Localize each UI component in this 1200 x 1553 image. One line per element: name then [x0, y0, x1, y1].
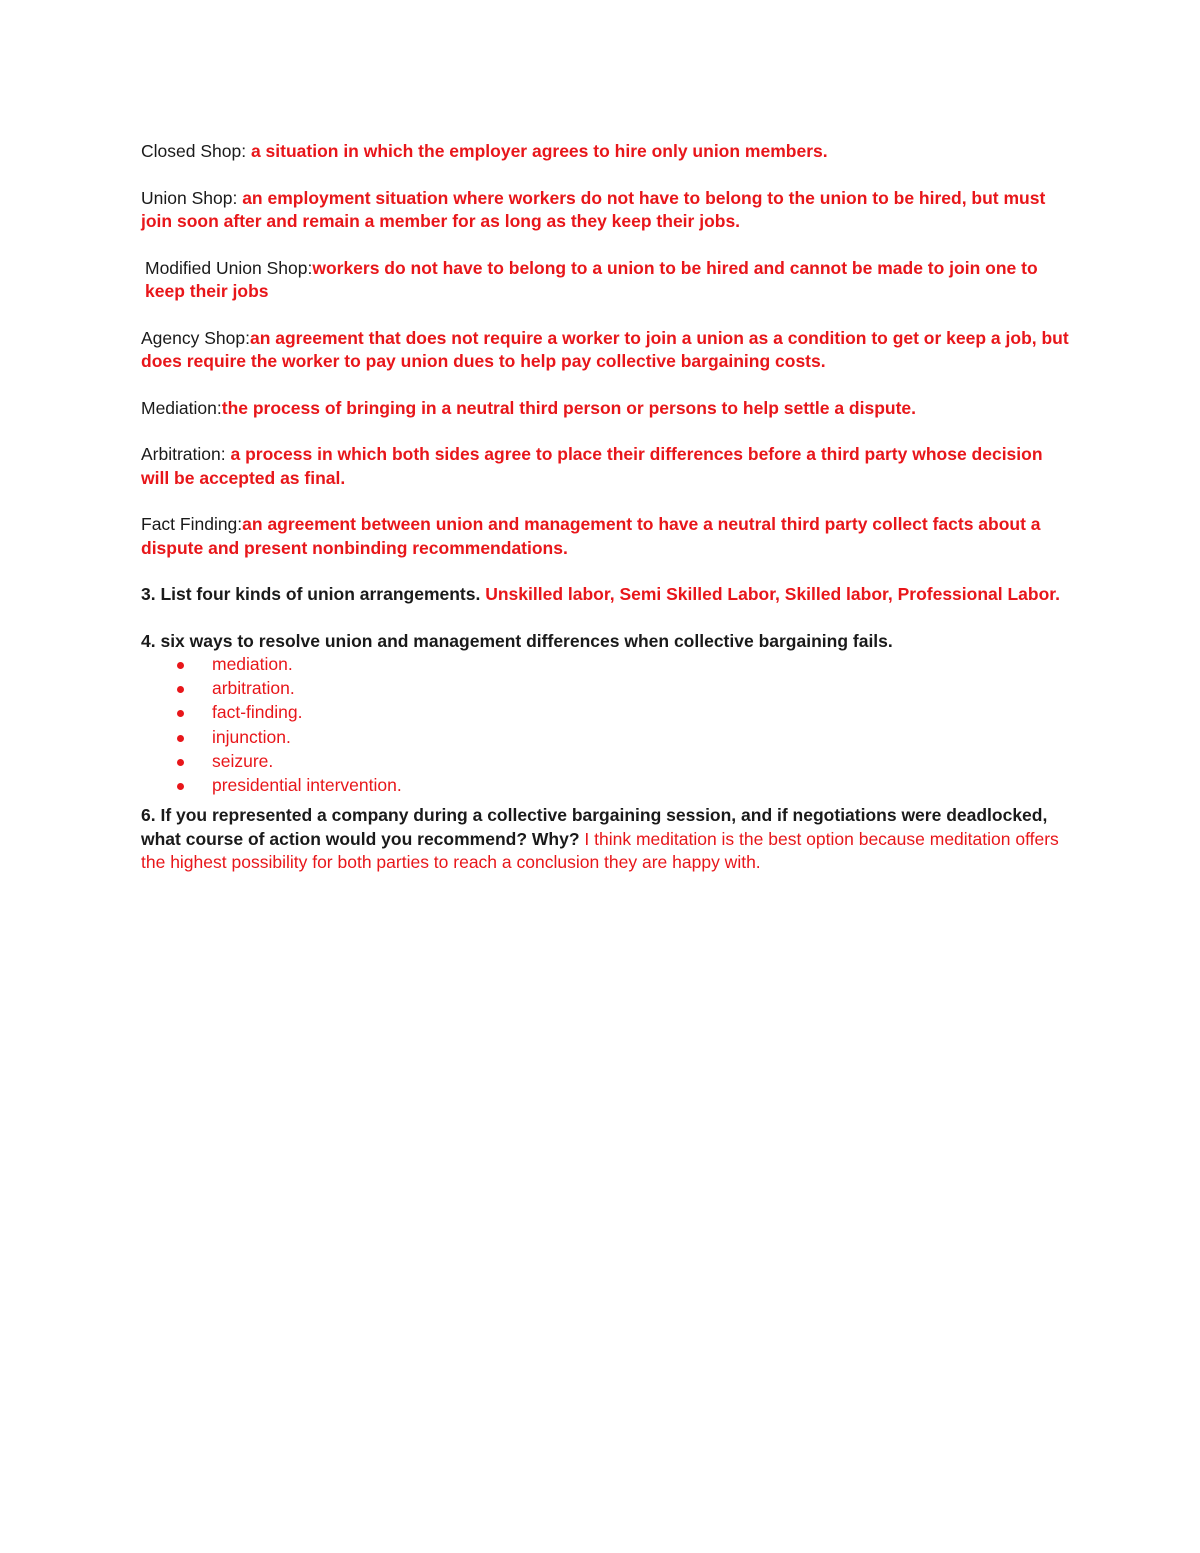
- definition-fact-finding: [141, 513, 1071, 560]
- definition-text: an agreement that does not require a worker to join a union as a condition to get or keep a job, but does require the worker to pay union dues to help pay collective bargaining costs.: [141, 327, 1069, 371]
- bullet-icon: [177, 710, 184, 717]
- definition-closed-shop: [141, 140, 1071, 164]
- resolution-list: [141, 653, 1071, 798]
- question-6: [141, 804, 1071, 875]
- term-label: Closed Shop:: [141, 141, 247, 161]
- definition-text: an employment situation where workers do not have to belong to the union to be hired, but must join soon after and remain a member for as long as they keep their jobs.: [141, 187, 1046, 231]
- question-text: 4. six ways to resolve union and management differences when collective bargaining fails.: [141, 630, 893, 651]
- document-page: [141, 140, 1071, 898]
- question-text: 6. If you represented a company during a collective bargaining session, and if negotiations were deadlocked, what course of action would you recommend? Why?: [141, 805, 1048, 849]
- answer-text: Unskilled labor, Semi Skilled Labor, Skilled labor, Professional Labor.: [485, 584, 1060, 604]
- definition-text: a process in which both sides agree to place their differences before a third party whose decision will be accepted as final.: [141, 444, 1043, 488]
- list-item: mediation.: [141, 653, 1071, 677]
- term-label: Modified Union Shop:: [145, 257, 313, 278]
- term-label: Arbitration:: [141, 444, 226, 464]
- bullet-icon: [177, 759, 184, 766]
- list-item: injunction.: [141, 726, 1071, 750]
- definition-mediation: [141, 397, 1071, 421]
- definition-text: a situation in which the employer agrees to hire only union members.: [250, 141, 828, 161]
- definition-text: the process of bringing in a neutral third person or persons to help settle a dispute.: [221, 397, 917, 418]
- term-label: Union Shop:: [141, 187, 238, 208]
- definition-union-shop: [141, 187, 1071, 234]
- question-text: 3. List four kinds of union arrangements.: [141, 584, 481, 604]
- list-item: seizure.: [141, 750, 1071, 774]
- list-item: fact-finding.: [141, 701, 1071, 725]
- list-item: presidential intervention.: [141, 774, 1071, 798]
- bullet-icon: [177, 735, 184, 742]
- list-item: arbitration.: [141, 677, 1071, 701]
- term-label: Fact Finding:: [141, 514, 243, 534]
- definition-agency-shop: [141, 327, 1071, 374]
- question-4: [141, 630, 1071, 654]
- term-label: Agency Shop:: [141, 327, 250, 348]
- bullet-icon: [177, 662, 184, 669]
- bullet-icon: [177, 686, 184, 693]
- definition-modified-union-shop: [141, 257, 1071, 304]
- definition-text: an agreement between union and management to have a neutral third party collect facts about a dispute and present nonbinding recommendations.: [141, 514, 1041, 558]
- definition-arbitration: [141, 443, 1071, 490]
- question-3: [141, 583, 1071, 607]
- definition-text: workers do not have to belong to a union to be hired and cannot be made to join one to keep their jobs: [145, 257, 1038, 301]
- answer-text: I think meditation is the best option because meditation offers the highest possibility for both parties to reach a conclusion they are happy with.: [141, 828, 1059, 873]
- bullet-icon: [177, 783, 184, 790]
- term-label: Mediation:: [141, 397, 222, 418]
